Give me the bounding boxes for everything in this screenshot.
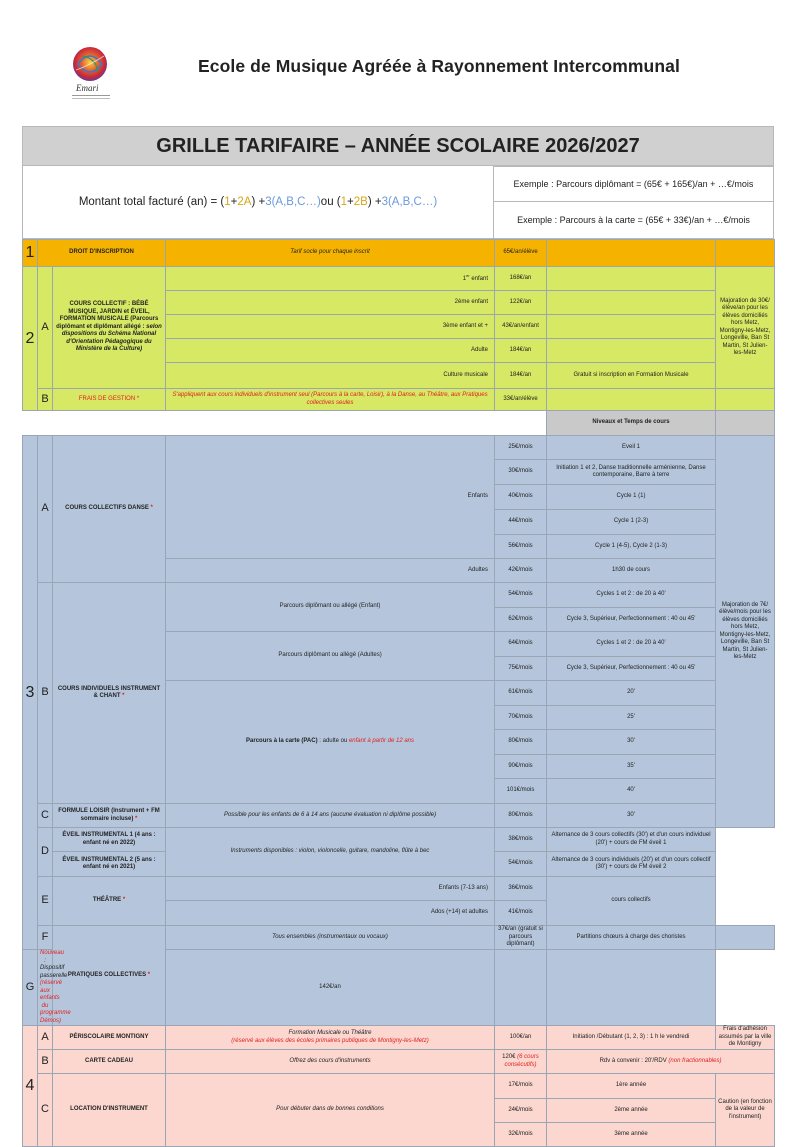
section-2b-letter: B [38,389,53,411]
eveil-2-label: ÉVEIL INSTRUMENTAL 2 (5 ans : enfant né en 2021) [53,852,166,877]
theatre-price-1: 36€/mois [495,877,547,901]
instru-level-6: 25' [547,706,716,730]
danse-enfants-label: Enfants [166,436,495,559]
danse-price-4: 44€/mois [495,510,547,535]
danse-level-1: Eveil 1 [547,436,716,460]
instru-price-1: 54€/mois [495,583,547,608]
majoration-section-2: Majoration de 30€/élève/an pour les élèves domiciliés hors Metz, Montigny-les-Metz, Longeville, Ban St Martin, St Julien-les-Metz [716,267,775,389]
section-3f-letter: F [38,926,53,950]
theatre-label: THÉÂTRE * [53,877,166,926]
eveil-1-level: Alternance de 3 cours collectifs (30') et d'un cours individuel (20') + cours de FM éveil 1 [547,828,716,852]
section-3e-letter: E [38,877,53,926]
passerelle-desc: Nouveau : Dispositif passerelle (réservé aux enfants du programme Démos) [38,950,53,1026]
pratiques-collectives-desc: Tous ensembles (instrumentaux ou vocaux) [166,926,495,950]
instru-price-9: 101€/mois [495,779,547,804]
carte-cadeau-price: 120€ (6 cours consécutifs) [495,1050,547,1074]
section-3a-letter: A [38,436,53,583]
formule-loisir-label: FORMULE LOISIR (Instrument + FM sommaire incluse) * [53,804,166,828]
instru-level-3: Cycles 1 et 2 : de 20 à 40' [547,632,716,657]
instru-price-6: 70€/mois [495,706,547,730]
theatre-ados-label: Ados (+14) et adultes [166,901,495,926]
periscolaire-note: Frais d'adhésion assumés par la ville de Montigny [716,1026,775,1050]
cours-danse-label: COURS COLLECTIFS DANSE * [53,436,166,583]
pratiques-collectives-level: Partitions chœurs à charge des choristes [547,926,716,950]
location-level-3: 3ème année [547,1123,716,1147]
location-label: LOCATION D'INSTRUMENT [53,1074,166,1147]
location-note: Caution (en fonction de la valeur de l'instrument) [716,1074,775,1147]
location-price-3: 32€/mois [495,1123,547,1147]
instru-level-4: Cycle 3, Supérieur, Perfectionnement : 40 ou 45' [547,657,716,681]
section-3b-letter: B [38,583,53,804]
section-4-number: 4 [23,1026,38,1147]
instru-level-9: 40' [547,779,716,804]
eveil-2-level: Alternance de 3 cours individuels (20') et d'un cours collectif (30') + cours de FM éveil 2 [547,852,716,877]
frais-gestion-label: FRAIS DE GESTION * [53,389,166,411]
location-price-1: 17€/mois [495,1074,547,1099]
danse-level-3: Cycle 1 (1) [547,485,716,510]
formula: Montant total facturé (an) = ( 1 + 2A ) + 3(A,B,C…) ou ( 1 + 2B ) + 3(A,B,C…) [22,166,493,239]
parcours-adulte-label: Parcours diplômant ou allégé (Adultes) [166,632,495,681]
section-3c-letter: C [38,804,53,828]
danse-level-6: 1h30 de cours [547,559,716,583]
droit-inscription-desc: Tarif socle pour chaque inscrit [166,240,495,267]
section-3d-letter: D [38,828,53,877]
location-level-1: 1ère année [547,1074,716,1099]
danse-level-5: Cycle 1 (4-5), Cycle 2 (1-3) [547,535,716,559]
section-3g-letter: G [23,950,38,1026]
danse-price-5: 56€/mois [495,535,547,559]
droit-inscription-label: DROIT D'INSCRIPTION [38,240,166,267]
section-1-number: 1 [23,240,38,267]
section-2a-letter: A [38,267,53,389]
theatre-price-2: 41€/mois [495,901,547,926]
danse-level-2: Initiation 1 et 2, Danse traditionnelle arménienne, Danse contemporaine, Barre à terre [547,460,716,485]
culture-musicale-label: Culture musicale [166,363,495,389]
instru-level-8: 35' [547,755,716,779]
tarif-2eme-enfant-label: 2ème enfant [166,291,495,315]
carte-cadeau-level: Rdv à convenir : 20'/RDV (non fractionnables) [547,1050,775,1074]
formule-loisir-price: 80€/mois [495,804,547,828]
parcours-enfant-label: Parcours diplômant ou allégé (Enfant) [166,583,495,632]
pratiques-collectives-price: 37€/an (gratuit si parcours diplômant) [495,926,547,950]
eveil-desc: Instruments disponibles : violon, violoncelle, guitare, mandoline, flûte à bec [166,828,495,877]
section-2-number: 2 [23,267,38,411]
example-diplome: Exemple : Parcours diplômant = (65€ + 165€)/an + …€/mois [493,166,774,202]
tariff-grid [22,239,775,1147]
formule-loisir-desc: Possible pour les enfants de 6 à 14 ans (aucune évaluation ni diplôme possible) [166,804,495,828]
section-4b-letter: B [38,1050,53,1074]
location-price-2: 24€/mois [495,1099,547,1123]
instru-level-2: Cycle 3, Supérieur, Perfectionnement : 40 ou 45' [547,608,716,632]
danse-price-6: 42€/mois [495,559,547,583]
carte-cadeau-desc: Offrez des cours d'instruments [166,1050,495,1074]
instru-level-1: Cycles 1 et 2 : de 20 à 40' [547,583,716,608]
emari-logo [68,44,114,106]
tarif-adulte-label: Adulte [166,339,495,363]
tarif-1er-enfant-label: 1er enfant [166,267,495,291]
instru-price-3: 64€/mois [495,632,547,657]
instru-price-5: 61€/mois [495,681,547,706]
theatre-enfants-label: Enfants (7-13 ans) [166,877,495,901]
danse-price-3: 40€/mois [495,485,547,510]
location-desc: Pour débuter dans de bonnes conditions [166,1074,495,1147]
danse-adultes-label: Adultes [166,559,495,583]
school-title: Ecole de Musique Agréée à Rayonnement Intercommunal [198,56,680,76]
instru-price-4: 75€/mois [495,657,547,681]
tarif-3eme-enfant-label: 3ème enfant et + [166,315,495,339]
section-4a-letter: A [38,1026,53,1050]
instru-price-8: 90€/mois [495,755,547,779]
instru-price-7: 80€/mois [495,730,547,755]
page-title: GRILLE TARIFAIRE – ANNÉE SCOLAIRE 2026/2027 [22,126,774,166]
danse-level-4: Cycle 1 (2-3) [547,510,716,535]
tarif-1er-enfant-price: 168€/an [495,267,547,291]
example-carte: Exemple : Parcours à la carte = (65€ + 33€)/an + …€/mois [493,202,774,239]
location-level-2: 2ème année [547,1099,716,1123]
danse-price-1: 25€/mois [495,436,547,460]
periscolaire-label: PÉRISCOLAIRE MONTIGNY [53,1026,166,1050]
danse-price-2: 30€/mois [495,460,547,485]
pratiques-collectives-label: PRATIQUES COLLECTIVES * [53,926,166,1026]
logo-text: Emari [76,83,99,93]
periscolaire-desc: Formation Musicale ou Théâtre (réservé aux élèves des écoles primaires publiques de Montigny-les-Metz) [166,1026,495,1050]
instru-price-2: 62€/mois [495,608,547,632]
periscolaire-price: 100€/an [495,1026,547,1050]
majoration-section-3: Majoration de 7€/élève/mois pour les élèves domiciliés hors Metz, Montigny-les-Metz, Longeville, Ban St Martin, St Julien-les-Metz [716,436,775,828]
periscolaire-level: Initiation /Débutant (1, 2, 3) : 1 h le vendredi [547,1026,716,1050]
logo-tagline-2 [72,98,110,99]
passerelle-price: 142€/an [166,950,495,1026]
formule-loisir-level: 30' [547,804,716,828]
eveil-1-price: 38€/mois [495,828,547,852]
eveil-2-price: 54€/mois [495,852,547,877]
eveil-1-label: ÉVEIL INSTRUMENTAL 1 (4 ans : enfant né en 2022) [53,828,166,852]
culture-musicale-price: 184€/an [495,363,547,389]
frais-gestion-desc: S'appliquent aux cours individuels d'instrument seul (Parcours à la carte, Loisir), à la Danse, au Théâtre, aux Pratiques collectives seules [166,389,495,411]
instru-level-7: 30' [547,730,716,755]
tarif-2eme-enfant-price: 122€/an [495,291,547,315]
row-droit-inscription [23,240,775,267]
theatre-level: cours collectifs [547,877,716,926]
parcours-carte-label: Parcours à la carte (PAC) : adulte ou enfant à partir de 12 ans [166,681,495,804]
frais-gestion-price: 33€/an/élève [495,389,547,411]
culture-musicale-note: Gratuit si inscription en Formation Musicale [547,363,716,389]
section-3-number: 3 [23,436,38,950]
tarif-adulte-price: 184€/an [495,339,547,363]
cours-individuels-label: COURS INDIVIDUELS INSTRUMENT & CHANT * [53,583,166,804]
section-4c-letter: C [38,1074,53,1147]
instru-level-5: 20' [547,681,716,706]
logo-tagline [72,95,110,96]
niveaux-header: Niveaux et Temps de cours [547,411,716,436]
carte-cadeau-label: CARTE CADEAU [53,1050,166,1074]
tarif-3eme-enfant-price: 43€/an/enfant [495,315,547,339]
droit-inscription-price: 65€/an/élève [495,240,547,267]
cours-collectif-label: COURS COLLECTIF : BÉBÉ MUSIQUE, JARDIN et ÉVEIL, FORMATION MUSICALE (Parcours diplômant et diplômant allégé : selon dispositions du Schéma National d'Orientation Pédagogique du Ministère de la Culture) [53,267,166,389]
